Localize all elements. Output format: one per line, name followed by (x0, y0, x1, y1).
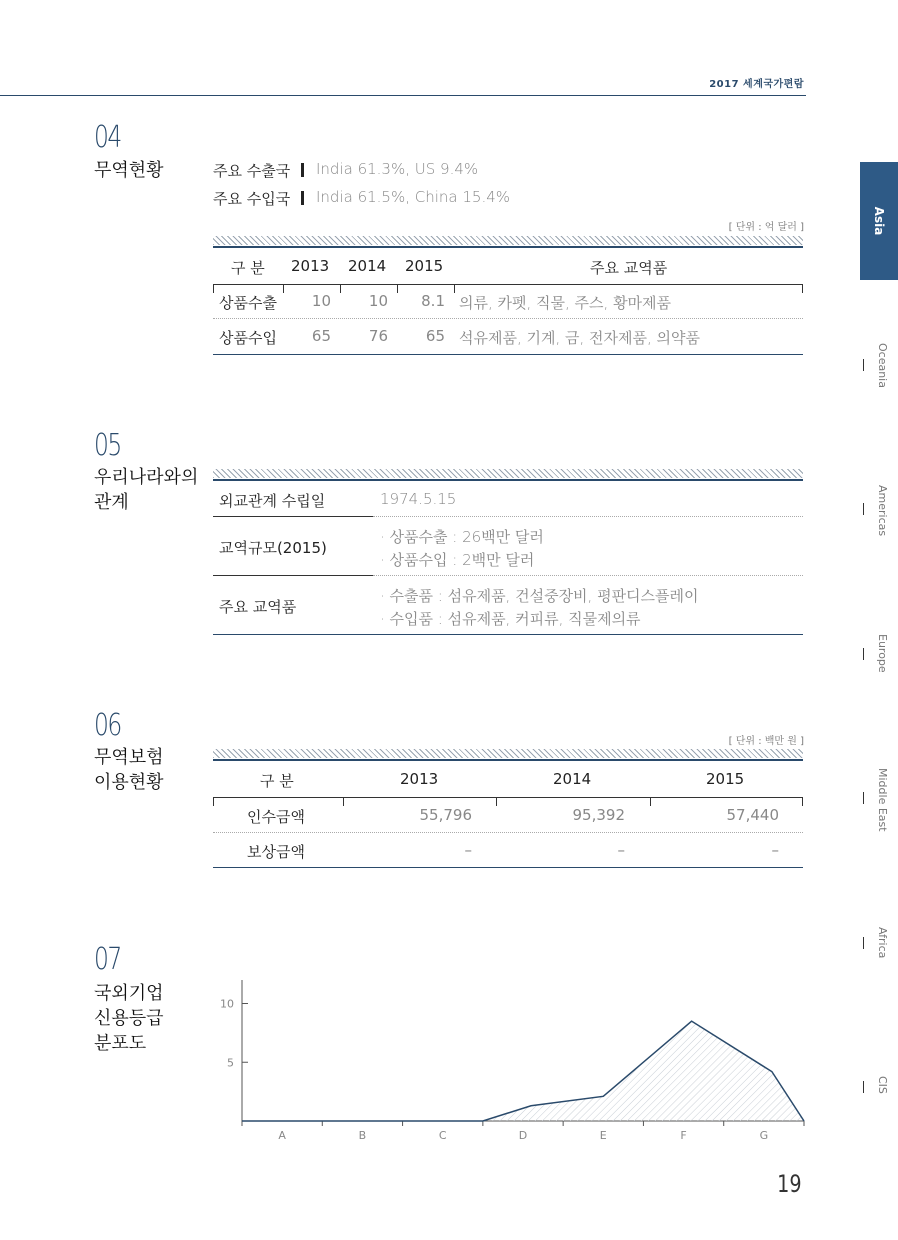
cell-value: 10 (311, 292, 331, 310)
row-label: 상품수출 (219, 294, 277, 312)
side-tab-label: Oceania (876, 343, 889, 388)
col-header: 2015 (405, 257, 444, 275)
cell-value: – (771, 841, 779, 859)
x-tick-label: D (518, 1129, 528, 1142)
section-number: 07 (94, 942, 121, 977)
header-bracket (496, 797, 650, 806)
table-bottom-rule (213, 354, 803, 355)
col-header: 구 분 (260, 772, 294, 790)
row-value: 1974.5.15 (380, 490, 457, 508)
side-tab-label: Middle East (876, 768, 889, 832)
cell-value: 8.1 (421, 292, 445, 310)
col-header: 2014 (348, 257, 387, 275)
divider-bar (301, 163, 304, 177)
unit-label: [ 단위 : 억 달러 ] (728, 222, 804, 233)
tab-tick (863, 359, 864, 371)
col-header: 2013 (400, 770, 439, 788)
row-divider (373, 575, 803, 576)
row-divider (373, 516, 803, 517)
side-tab-africa[interactable] (860, 927, 898, 1017)
cell-value: 10 (368, 292, 388, 310)
import-value: India 61.5%, China 15.4% (316, 188, 511, 206)
x-tick-label: G (759, 1129, 769, 1142)
tab-tick (863, 937, 864, 949)
side-tab-label: Asia (872, 206, 886, 236)
section-number: 04 (94, 120, 121, 155)
goods-text: 석유제품, 기계, 금, 전자제품, 의약품 (459, 329, 701, 347)
header-bracket (650, 797, 803, 806)
page-number: 19 (777, 1170, 802, 1198)
hatch-band (213, 236, 803, 245)
cell-value: – (617, 841, 625, 859)
export-label: 주요 수출국 (213, 162, 291, 180)
table-bottom-rule (213, 867, 803, 868)
x-tick-label: B (358, 1129, 367, 1142)
col-header: 주요 교역품 (590, 259, 668, 277)
credit-rating-chart (200, 975, 820, 1145)
cell-value: 65 (311, 327, 331, 345)
col-header: 2014 (553, 770, 592, 788)
section-number: 05 (94, 428, 121, 463)
header-bracket (343, 797, 496, 806)
cell-value: 65 (425, 327, 445, 345)
row-value: · 상품수출 : 26백만 달러 (380, 528, 544, 546)
row-divider (213, 318, 803, 319)
side-tab-cis[interactable] (860, 1076, 898, 1166)
row-label: 보상금액 (247, 843, 305, 861)
hatch-band (213, 469, 803, 478)
section-title: 우리나라와의 관계 (94, 467, 199, 513)
side-tab-label: Africa (876, 927, 889, 959)
export-value: India 61.3%, US 9.4% (316, 160, 479, 178)
side-tab-asia[interactable] (860, 162, 898, 280)
col-header: 2015 (706, 770, 745, 788)
cell-value: 57,440 (726, 806, 779, 824)
row-label: 주요 교역품 (219, 598, 297, 616)
cell-value: 55,796 (419, 806, 472, 824)
tab-tick (863, 792, 864, 804)
header-rule (0, 95, 806, 96)
divider-bar (301, 191, 304, 205)
row-label: 인수금액 (247, 808, 305, 826)
x-tick-label: C (438, 1129, 447, 1142)
side-tab-europe[interactable] (860, 634, 898, 724)
row-label: 상품수입 (219, 329, 277, 347)
tab-tick (863, 648, 864, 660)
label-underline (213, 575, 373, 576)
side-tab-label: CIS (876, 1076, 889, 1094)
x-tick-label: E (599, 1129, 607, 1142)
cell-value: 76 (368, 327, 388, 345)
side-tab-middle-east[interactable] (860, 768, 898, 858)
row-divider (213, 832, 803, 833)
row-label: 교역규모(2015) (219, 539, 327, 557)
tab-tick (863, 503, 864, 515)
x-tick-label: A (278, 1129, 286, 1142)
cell-value: 95,392 (572, 806, 625, 824)
row-label: 외교관계 수립일 (219, 492, 326, 510)
cell-value: – (464, 841, 472, 859)
side-tab-label: Europe (876, 634, 889, 673)
label-underline (213, 516, 373, 517)
goods-text: 의류, 카펫, 직물, 주스, 황마제품 (459, 294, 672, 312)
col-header: 2013 (291, 257, 330, 275)
header-bracket (213, 797, 343, 806)
section-title: 무역보험 이용현황 (94, 747, 164, 793)
x-tick-label: F (680, 1129, 687, 1142)
y-tick-label: 10 (220, 997, 234, 1011)
table-top-rule (213, 479, 803, 481)
section-title: 국외기업 신용등급 분포도 (94, 983, 164, 1054)
tab-tick (863, 1081, 864, 1093)
unit-label: [ 단위 : 백만 원 ] (728, 736, 804, 747)
section-number: 06 (94, 708, 121, 743)
row-value: · 수입품 : 섬유제품, 커피류, 직물제의류 (380, 610, 641, 628)
col-header: 구 분 (231, 259, 265, 277)
table-top-rule (213, 246, 803, 248)
row-value: · 상품수입 : 2백만 달러 (380, 551, 535, 569)
side-tab-americas[interactable] (860, 485, 898, 575)
import-label: 주요 수입국 (213, 190, 291, 208)
side-tab-oceania[interactable] (860, 343, 898, 433)
table-top-rule (213, 759, 803, 761)
side-tab-label: Americas (876, 485, 889, 537)
hatch-band (213, 749, 803, 758)
y-tick-label: 5 (227, 1056, 234, 1070)
section-title: 무역현황 (94, 160, 164, 181)
row-value: · 수출품 : 섬유제품, 건설중장비, 평판디스플레이 (380, 587, 699, 605)
header-title: 2017 세계국가편람 (709, 79, 804, 90)
table-bottom-rule (213, 634, 803, 635)
